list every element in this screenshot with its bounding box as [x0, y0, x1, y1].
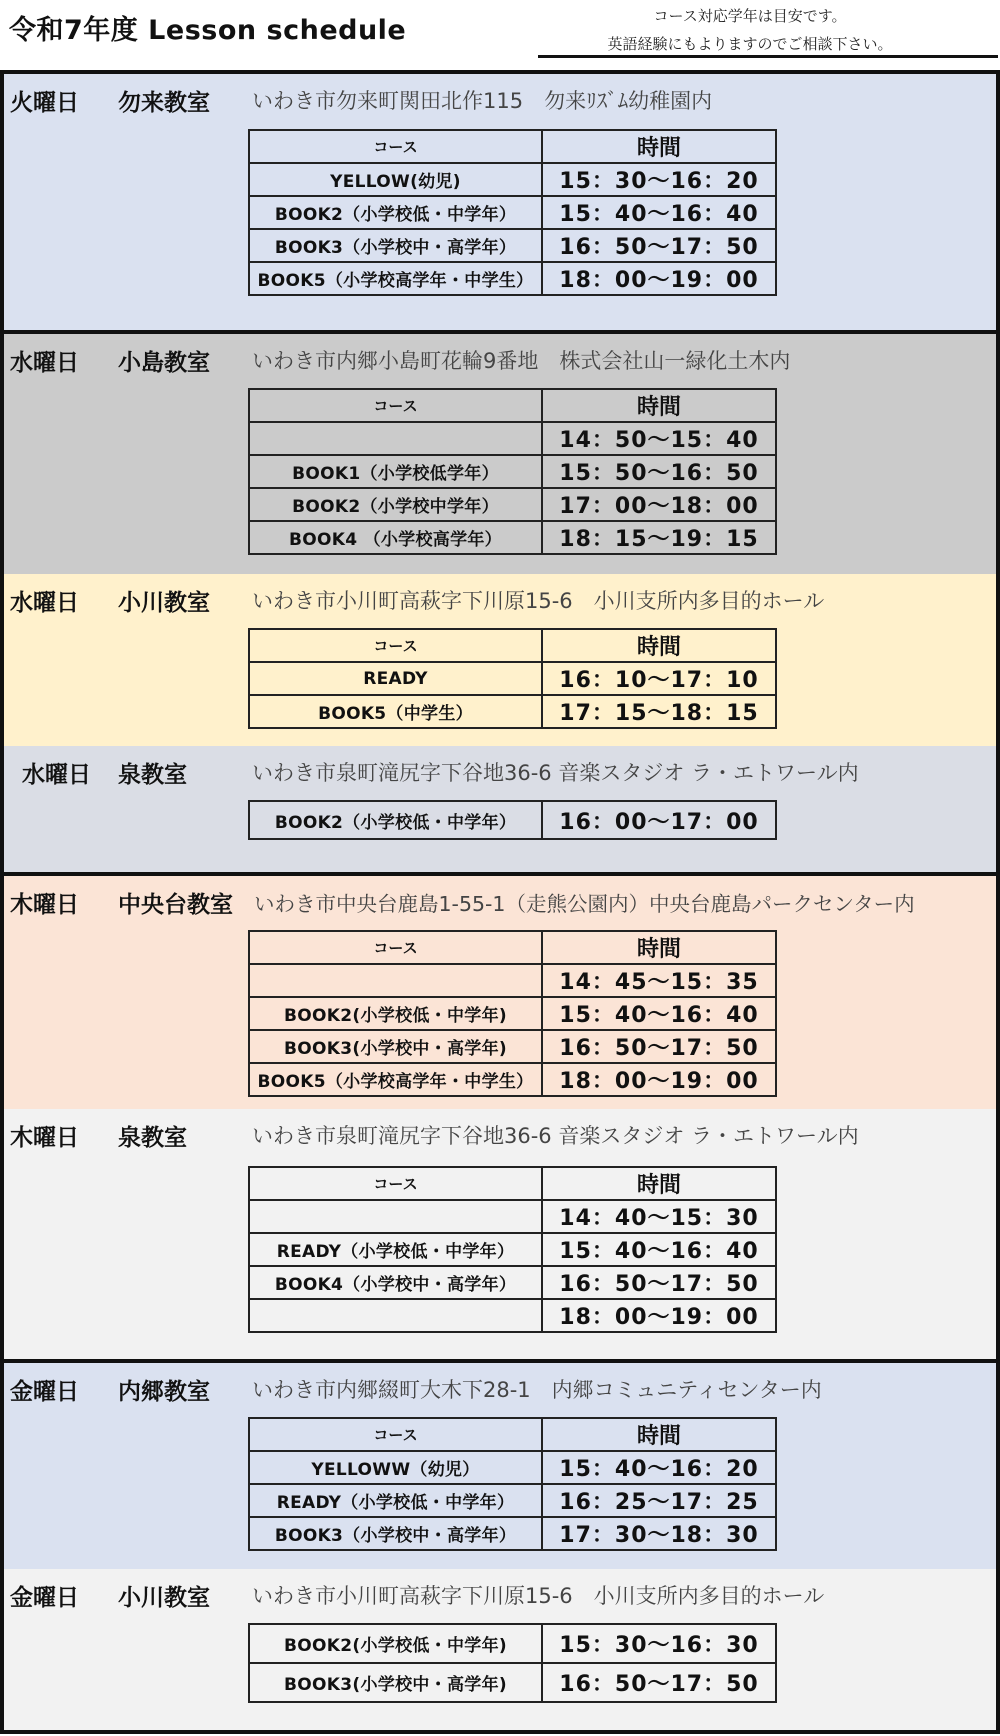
schedule-table	[248, 129, 777, 296]
classroom-section	[0, 574, 1000, 746]
table-row	[249, 422, 776, 455]
classroom-name: 勿来教室	[118, 90, 210, 116]
time-cell: 14：50〜15：40	[542, 422, 776, 455]
time-cell: 17：30〜18：30	[542, 1517, 776, 1550]
schedule-table	[248, 1417, 777, 1551]
column-header-course: コース	[249, 130, 542, 163]
course-cell: READY（小学校低・中学年）	[249, 1233, 542, 1266]
table-row	[249, 997, 776, 1030]
column-header-time: 時間	[542, 130, 776, 163]
page-title: 令和7年度 Lesson schedule	[9, 15, 407, 46]
time-cell: 15：50〜16：50	[542, 455, 776, 488]
table-row	[249, 163, 776, 196]
time-cell: 16：50〜17：50	[542, 1266, 776, 1299]
course-cell: BOOK3（小学校中・高学年）	[249, 229, 542, 262]
schedule-table	[248, 1166, 777, 1333]
column-header-time: 時間	[542, 931, 776, 964]
classroom-section	[0, 1359, 1000, 1569]
classroom-address: いわき市泉町滝尻字下谷地36-6 音楽スタジオ ラ・エトワール内	[252, 1124, 859, 1148]
course-cell: BOOK5（小学校高学年・中学生）	[249, 1063, 542, 1096]
classroom-address: いわき市内郷小島町花輪9番地 株式会社山一緑化土木内	[252, 349, 791, 373]
column-header-course: コース	[249, 629, 542, 662]
table-row	[249, 1266, 776, 1299]
time-cell: 15：40〜16：40	[542, 196, 776, 229]
course-cell: YELLOW(幼児)	[249, 163, 542, 196]
weekday-label: 金曜日	[10, 1379, 79, 1405]
schedule-table	[248, 930, 777, 1097]
course-cell: BOOK2（小学校低・中学年）	[249, 801, 542, 839]
course-cell: BOOK4 （小学校高学年）	[249, 521, 542, 554]
table-row	[249, 801, 776, 839]
table-row	[249, 1063, 776, 1096]
schedule-table	[248, 1623, 777, 1703]
time-cell: 16：50〜17：50	[542, 229, 776, 262]
table-row	[249, 229, 776, 262]
table-row	[249, 1517, 776, 1550]
column-header-course: コース	[249, 389, 542, 422]
weekday-label: 木曜日	[10, 1125, 79, 1151]
classroom-name: 中央台教室	[118, 892, 233, 918]
column-header-course: コース	[249, 1418, 542, 1451]
course-cell: BOOK3(小学校中・高学年)	[249, 1663, 542, 1702]
classroom-name: 内郷教室	[118, 1379, 210, 1405]
table-header-row	[249, 130, 776, 163]
table-header-row	[249, 1418, 776, 1451]
table-row	[249, 1030, 776, 1063]
table-row	[249, 455, 776, 488]
time-cell: 15：40〜16：40	[542, 997, 776, 1030]
course-cell	[249, 1200, 542, 1233]
time-cell: 15：40〜16：40	[542, 1233, 776, 1266]
classroom-address: いわき市泉町滝尻字下谷地36-6 音楽スタジオ ラ・エトワール内	[252, 761, 859, 785]
column-header-time: 時間	[542, 389, 776, 422]
course-cell: BOOK2（小学校低・中学年）	[249, 196, 542, 229]
classroom-section	[0, 1109, 1000, 1359]
course-cell: READY	[249, 662, 542, 695]
time-cell: 17：15〜18：15	[542, 695, 776, 728]
table-row	[249, 1233, 776, 1266]
weekday-label: 金曜日	[10, 1585, 79, 1611]
classroom-name: 小川教室	[118, 590, 210, 616]
note-line-1: コース対応学年は目安です。	[653, 7, 847, 25]
course-cell: YELLOWW（幼児）	[249, 1451, 542, 1484]
classroom-section	[0, 330, 1000, 574]
time-cell: 18：00〜19：00	[542, 262, 776, 295]
classroom-section	[0, 70, 1000, 330]
schedule-table	[248, 800, 777, 840]
time-cell: 16：10〜17：10	[542, 662, 776, 695]
table-row	[249, 1484, 776, 1517]
table-row	[249, 1663, 776, 1702]
classroom-address: いわき市中央台鹿島1-55-1（走熊公園内）中央台鹿島パークセンター内	[254, 892, 915, 916]
classroom-section	[0, 746, 1000, 872]
classroom-name: 泉教室	[118, 1125, 187, 1151]
table-row	[249, 662, 776, 695]
schedule-table	[248, 628, 777, 729]
table-row	[249, 1299, 776, 1332]
course-cell: BOOK2(小学校低・中学年)	[249, 997, 542, 1030]
course-cell: BOOK2(小学校低・中学年)	[249, 1624, 542, 1663]
classroom-name: 小島教室	[118, 350, 210, 376]
table-row	[249, 521, 776, 554]
classroom-address: いわき市小川町高萩字下川原15-6 小川支所内多目的ホール	[252, 1584, 825, 1608]
table-row	[249, 695, 776, 728]
weekday-label: 水曜日	[10, 590, 79, 616]
header-rule	[538, 55, 998, 58]
course-cell: BOOK1（小学校低学年）	[249, 455, 542, 488]
time-cell: 15：30〜16：20	[542, 163, 776, 196]
course-cell: BOOK4（小学校中・高学年）	[249, 1266, 542, 1299]
course-cell	[249, 422, 542, 455]
time-cell: 14：40〜15：30	[542, 1200, 776, 1233]
column-header-time: 時間	[542, 1167, 776, 1200]
weekday-label: 水曜日	[10, 350, 79, 376]
table-header-row	[249, 931, 776, 964]
column-header-time: 時間	[542, 1418, 776, 1451]
note-line-2: 英語経験にもよりますのでご相談下さい。	[607, 35, 893, 53]
table-row	[249, 196, 776, 229]
time-cell: 18：15〜19：15	[542, 521, 776, 554]
time-cell: 14：45〜15：35	[542, 964, 776, 997]
course-cell: BOOK3(小学校中・高学年)	[249, 1030, 542, 1063]
classroom-section	[0, 872, 1000, 1109]
course-cell: BOOK2（小学校中学年）	[249, 488, 542, 521]
classroom-address: いわき市小川町高萩字下川原15-6 小川支所内多目的ホール	[252, 589, 825, 613]
table-row	[249, 1200, 776, 1233]
time-cell: 16：25〜17：25	[542, 1484, 776, 1517]
classroom-name: 小川教室	[118, 1585, 210, 1611]
schedule-table	[248, 388, 777, 555]
course-cell	[249, 1299, 542, 1332]
course-cell	[249, 964, 542, 997]
classroom-name: 泉教室	[118, 762, 187, 788]
time-cell: 15：40〜16：20	[542, 1451, 776, 1484]
table-row	[249, 488, 776, 521]
course-cell: BOOK5（中学生）	[249, 695, 542, 728]
weekday-label: 水曜日	[22, 762, 91, 788]
time-cell: 18：00〜19：00	[542, 1063, 776, 1096]
time-cell: 16：50〜17：50	[542, 1663, 776, 1702]
table-header-row	[249, 1167, 776, 1200]
table-row	[249, 964, 776, 997]
column-header-time: 時間	[542, 629, 776, 662]
column-header-course: コース	[249, 1167, 542, 1200]
table-header-row	[249, 389, 776, 422]
table-row	[249, 1451, 776, 1484]
time-cell: 15：30〜16：30	[542, 1624, 776, 1663]
course-cell: BOOK5（小学校高学年・中学生）	[249, 262, 542, 295]
table-header-row	[249, 629, 776, 662]
weekday-label: 木曜日	[10, 892, 79, 918]
time-cell: 16：50〜17：50	[542, 1030, 776, 1063]
classroom-section	[0, 1569, 1000, 1734]
classroom-address: いわき市内郷綴町大木下28-1 内郷コミュニティセンター内	[252, 1378, 822, 1402]
time-cell: 18：00〜19：00	[542, 1299, 776, 1332]
table-row	[249, 262, 776, 295]
time-cell: 16：00〜17：00	[542, 801, 776, 839]
column-header-course: コース	[249, 931, 542, 964]
classroom-address: いわき市勿来町関田北作115 勿来ﾘｽﾞﾑ幼稚園内	[252, 89, 713, 113]
course-cell: BOOK3（小学校中・高学年）	[249, 1517, 542, 1550]
time-cell: 17：00〜18：00	[542, 488, 776, 521]
course-cell: READY（小学校低・中学年）	[249, 1484, 542, 1517]
weekday-label: 火曜日	[10, 90, 79, 116]
table-row	[249, 1624, 776, 1663]
